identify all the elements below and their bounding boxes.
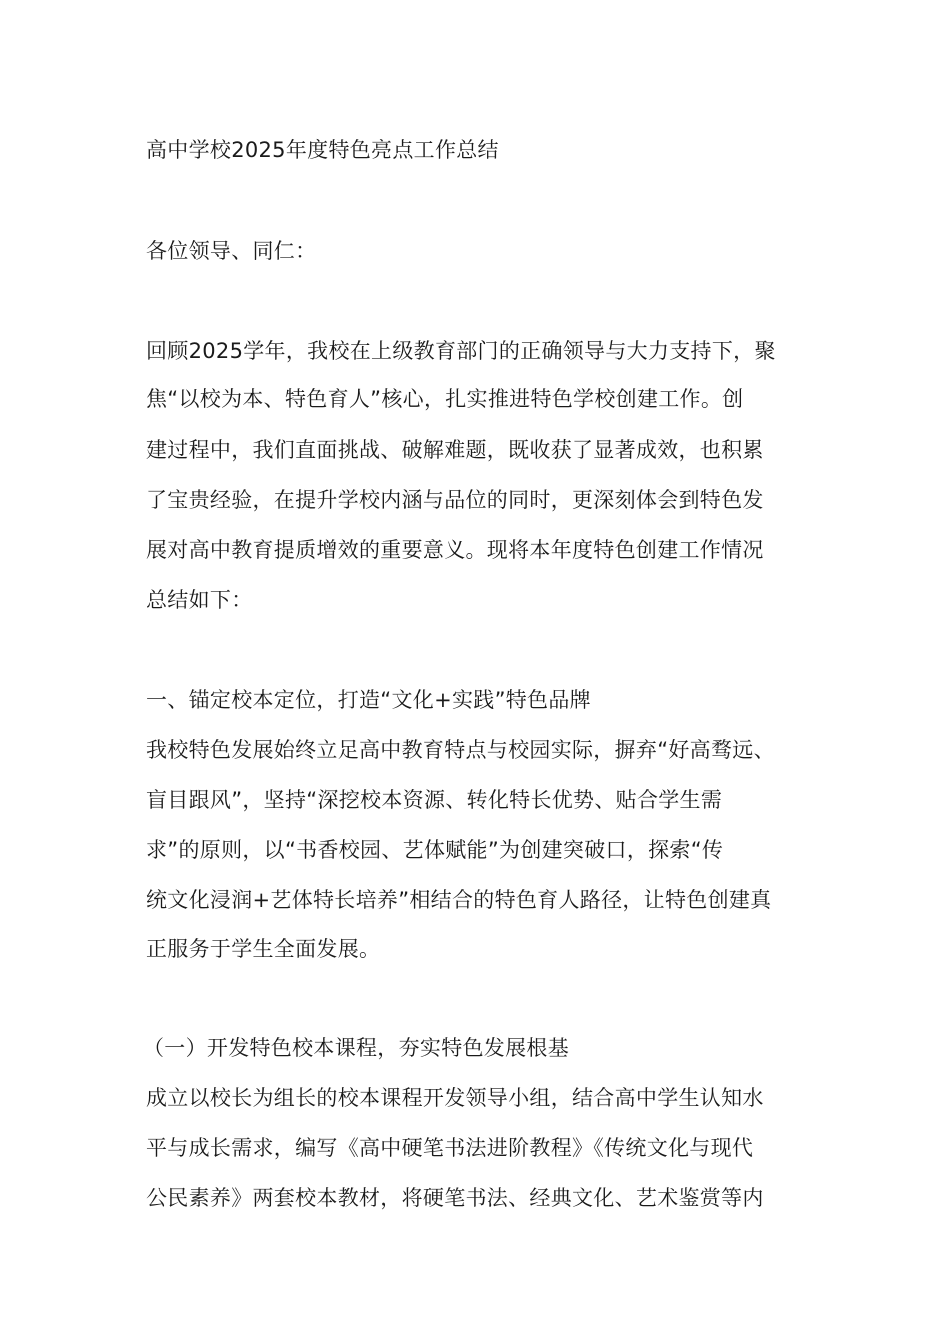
section-line: 统文化浸润+艺体特长培养”相结合的特色育人路径，让特色创建真 bbox=[146, 888, 772, 912]
subsection-heading: （一）开发特色校本课程，夯实特色发展根基 bbox=[143, 1036, 569, 1060]
section-line: 盲目跟风”，坚持“深挖校本资源、转化特长优势、贴合学生需 bbox=[146, 788, 723, 812]
section-line: 求”的原则，以“书香校园、艺体赋能”为创建突破口，探索“传 bbox=[146, 838, 724, 862]
subsection-line: 公民素养》两套校本教材，将硬笔书法、经典文化、艺术鉴赏等内 bbox=[146, 1186, 764, 1210]
section-line: 正服务于学生全面发展。 bbox=[146, 937, 381, 961]
intro-line: 回顾2025学年，我校在上级教育部门的正确领导与大力支持下，聚 bbox=[146, 339, 776, 363]
intro-line: 了宝贵经验，在提升学校内涵与品位的同时，更深刻体会到特色发 bbox=[146, 488, 764, 512]
intro-line: 展对高中教育提质增效的重要意义。现将本年度特色创建工作情况 bbox=[146, 538, 764, 562]
document-title: 高中学校2025年度特色亮点工作总结 bbox=[146, 138, 499, 162]
intro-line: 总结如下： bbox=[146, 588, 253, 612]
intro-line: 建过程中，我们直面挑战、破解难题，既收获了显著成效，也积累 bbox=[146, 438, 764, 462]
section-line: 我校特色发展始终立足高中教育特点与校园实际，摒弃“好高骛远、 bbox=[146, 738, 775, 762]
intro-line: 焦“以校为本、特色育人”核心，扎实推进特色学校创建工作。创 bbox=[146, 387, 744, 411]
section-heading: 一、锚定校本定位，打造“文化+实践”特色品牌 bbox=[146, 688, 591, 712]
subsection-line: 成立以校长为组长的校本课程开发领导小组，结合高中学生认知水 bbox=[146, 1086, 764, 1110]
subsection-line: 平与成长需求，编写《高中硬笔书法进阶教程》《传统文化与现代 bbox=[146, 1136, 754, 1160]
salutation: 各位领导、同仁： bbox=[146, 239, 317, 263]
